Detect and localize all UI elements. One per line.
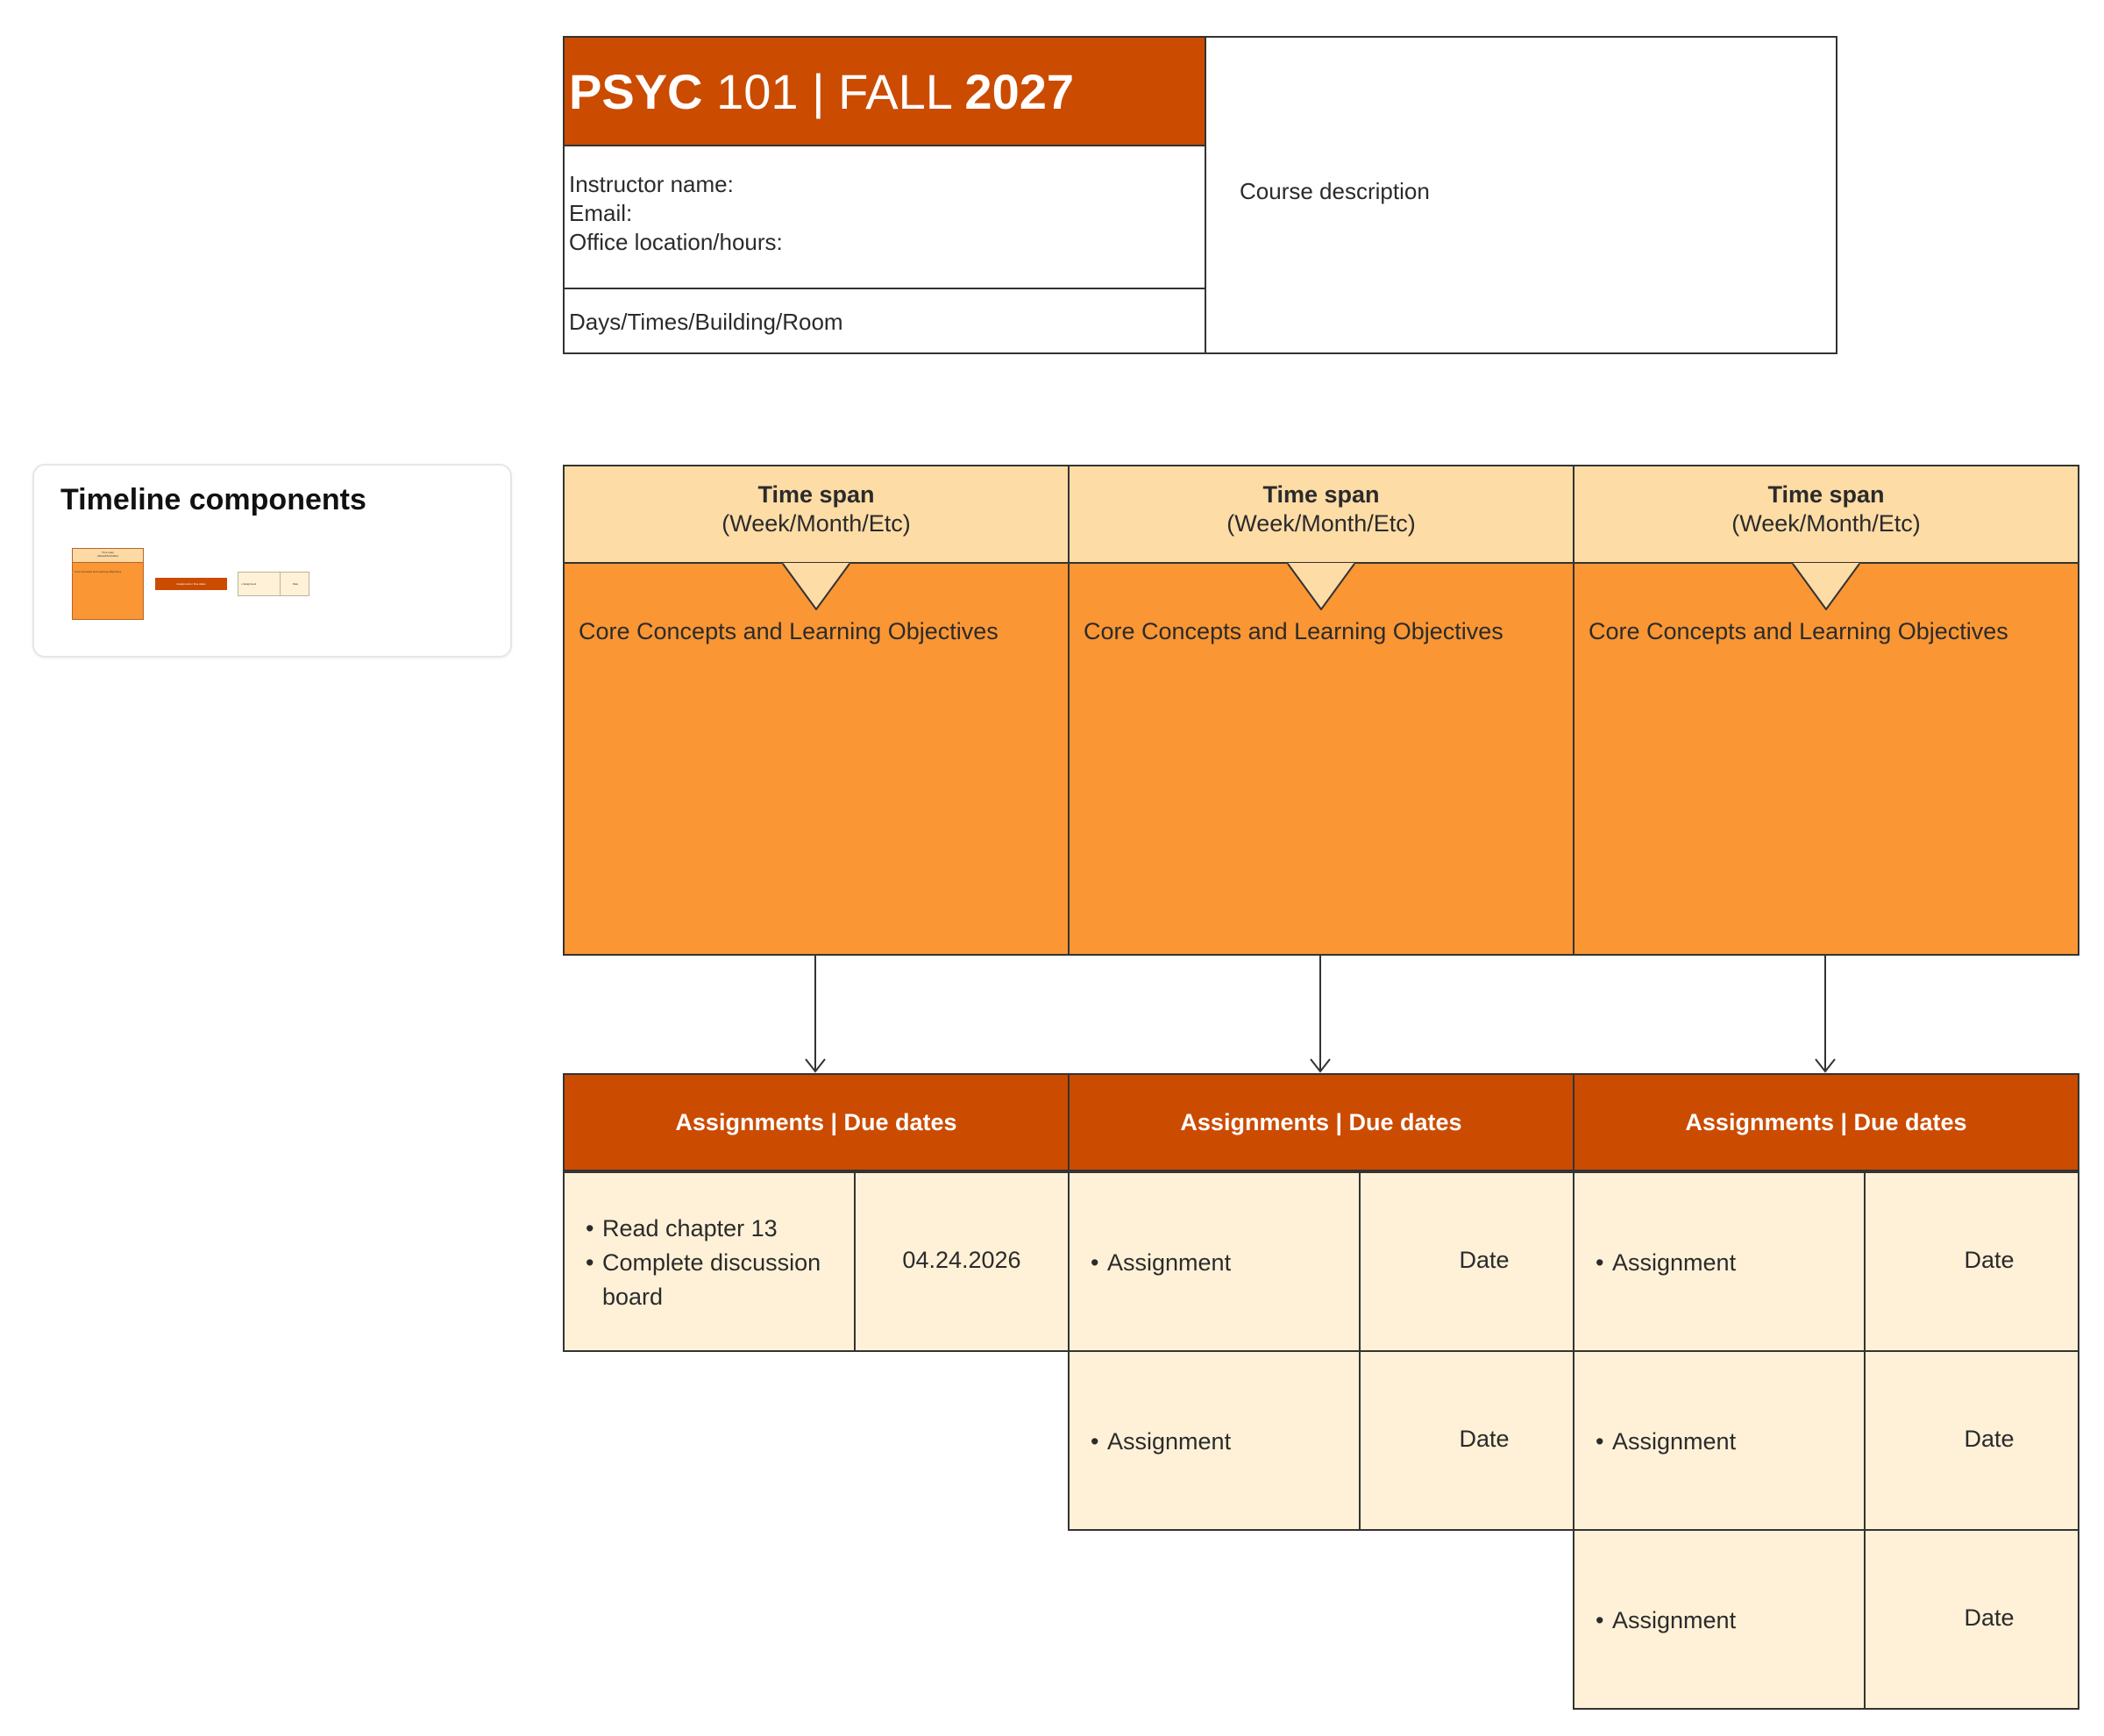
pointer-notch [781,561,851,610]
time-span-header[interactable] [563,465,1070,564]
assignment-item: • Complete discussion board [586,1246,847,1314]
assignment-cell[interactable] [1068,1350,1361,1531]
assignment-item: • Assignment [1596,1425,1857,1459]
assignments-separator: | [823,1109,844,1135]
assignment-list [1070,1425,1359,1459]
assignment-list [565,1212,854,1314]
connector-arrow [798,956,833,1078]
due-date-cell[interactable] [1864,1350,2079,1531]
due-date: Date [1964,1247,2015,1273]
time-span-title: Time span [1767,481,1885,508]
assignments-label: Assignments [1685,1109,1834,1135]
time-span-header[interactable] [1573,465,2079,564]
assignments-bar-thumbnail[interactable]: Assignments | Due dates [155,578,227,590]
email-label: Email: [569,200,633,226]
assignment-item: • Assignment [1091,1425,1352,1459]
timeline-components-panel [32,464,512,658]
assignments-header[interactable] [1068,1073,1574,1171]
due-date: Date [1459,1426,1510,1452]
due-date: Date [1964,1604,2015,1631]
due-date-cell[interactable] [1359,1350,1574,1531]
thumbnail-assignment-cell: • Assignment [238,573,281,595]
assignment-row-thumbnail[interactable] [238,572,309,596]
schedule-info: Days/Times/Building/Room [565,289,1206,354]
assignment-item: • Assignment [1596,1246,1857,1280]
assignments-header[interactable] [563,1073,1070,1171]
assignment-cell[interactable] [563,1171,856,1352]
time-span-subtitle: (Week/Month/Etc) [1226,510,1416,537]
assignments-separator: | [1328,1109,1349,1135]
due-dates-label: Due dates [843,1109,957,1135]
assignment-list [1574,1246,1864,1280]
assignments-separator: | [1833,1109,1854,1135]
connector-arrow [1808,956,1843,1078]
thumbnail-date-cell: Date [292,582,299,586]
due-date-cell[interactable] [1864,1529,2079,1710]
time-span-subtitle: (Week/Month/Etc) [1731,510,1921,537]
due-date: 04.24.2026 [902,1247,1021,1273]
time-span-header[interactable] [1068,465,1574,564]
assignment-item: • Assignment [1596,1604,1857,1638]
due-date-cell[interactable] [854,1171,1070,1352]
assignment-cell[interactable] [1573,1529,1866,1710]
assignment-cell[interactable] [1573,1350,1866,1531]
due-dates-label: Due dates [1348,1109,1462,1135]
course-title-band [565,38,1206,146]
due-dates-label: Due dates [1853,1109,1967,1135]
pointer-notch [1286,561,1356,610]
assignments-label: Assignments [675,1109,824,1135]
course-code: PSYC [569,64,703,119]
time-span-title: Time span [1262,481,1380,508]
time-span-subtitle: (Week/Month/Etc) [721,510,911,537]
title-separator: | [812,64,825,119]
time-span-title: Time span [757,481,875,508]
thumbnail-body-text: Core Concepts and Learning Objectives [75,570,122,573]
course-description: Course description [1240,178,1430,204]
instructor-name-label: Instructor name: [569,171,734,197]
instructor-info [565,146,1206,289]
assignment-list [1070,1246,1359,1280]
core-concepts-label: Core Concepts and Learning Objectives [1589,618,2008,644]
assignment-cell[interactable] [1573,1171,1866,1352]
due-date: Date [1459,1247,1510,1273]
assignment-item: • Read chapter 13 [586,1212,847,1246]
core-concepts-label: Core Concepts and Learning Objectives [1084,618,1503,644]
office-label: Office location/hours: [569,229,783,255]
assignment-list [1574,1604,1864,1638]
time-span-block-thumbnail[interactable] [72,548,144,620]
connector-arrow [1303,956,1338,1078]
course-header-card [563,36,1837,354]
due-date-cell[interactable] [1864,1171,2079,1352]
term-year: 2027 [964,64,1074,119]
assignments-label: Assignments [1180,1109,1329,1135]
core-concepts-label: Core Concepts and Learning Objectives [579,618,999,644]
assignments-header[interactable] [1573,1073,2079,1171]
thumbnail-header: Time span (Week/Month/Etc) [73,549,143,563]
term-season: FALL [838,64,951,119]
assignment-item: • Assignment [1091,1246,1352,1280]
panel-title: Timeline components [60,483,366,516]
course-number: 101 [716,64,799,119]
due-date: Date [1964,1426,2015,1452]
due-date-cell[interactable] [1359,1171,1574,1352]
assignment-list [1574,1425,1864,1459]
assignment-cell[interactable] [1068,1171,1361,1352]
pointer-notch [1791,561,1861,610]
